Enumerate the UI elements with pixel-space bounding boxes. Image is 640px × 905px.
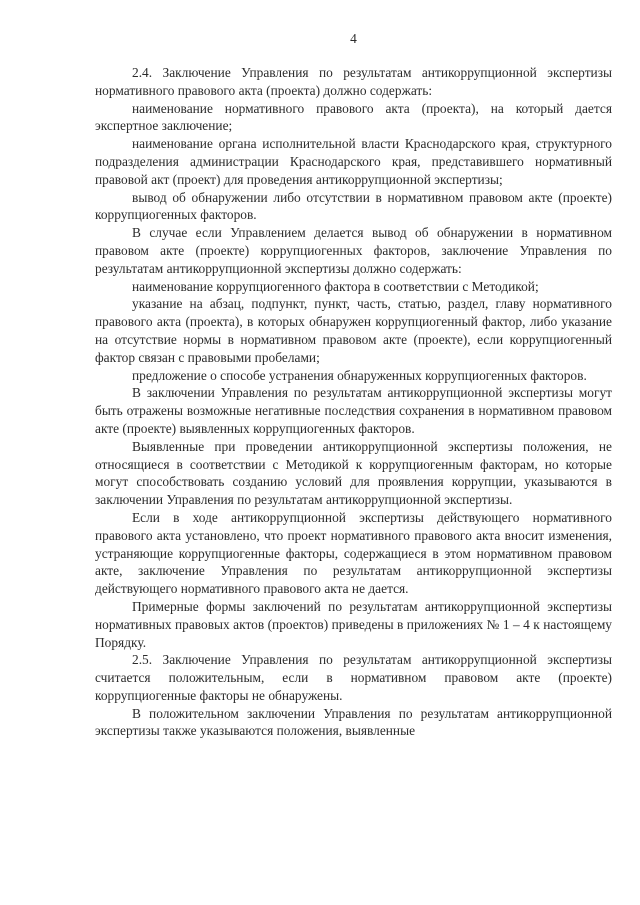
paragraph-act-name: наименование нормативного правового акта (проекта), на который дается экспертное заключение; <box>95 100 612 134</box>
paragraph-existing-act: Если в ходе антикоррупционной экспертизы действующего нормативного правового акта установлено, что проект нормативного правового акта вносит изменения, устраняющие коррупциогенные факторы, содержащиеся в этом нормативном правовом акте, заключение Управления по результатам антикоррупционной экспертизы действующего нормативного правового акта не дается. <box>95 509 612 597</box>
paragraph-2-5-heading: 2.5. Заключение Управления по результатам антикоррупционной экспертизы считается положительным, если в нормативном правовом акте (проекте) коррупциогенные факторы не обнаружены. <box>95 652 612 703</box>
page-number: 4 <box>350 31 357 46</box>
paragraph-2-4-heading: 2.4. Заключение Управления по результатам антикоррупционной экспертизы нормативного правового акта (проекта) должно содержать: <box>95 65 612 98</box>
paragraph-other-provisions: Выявленные при проведении антикоррупционной экспертизы положения, не относящиеся в соответствии с Методикой к коррупциогенным факторам, но которые могут способствовать созданию условий для проявления коррупции, указываются в заключении Управления по результатам антикоррупционной экспертизы. <box>95 438 612 508</box>
paragraph-if-found: В случае если Управлением делается вывод об обнаружении в нормативном правовом акте (проекте) коррупциогенных факторов, заключение Управления по результатам антикоррупционной экспертизы должно содержать: <box>95 225 612 276</box>
paragraph-authority-name: наименование органа исполнительной власти Краснодарского края, структурного подразделения администрации Краснодарского края, представившего нормативный правовой акт (проект) для проведения антикоррупционной экспертизы; <box>95 136 612 187</box>
paragraph-elimination-proposal: предложение о способе устранения обнаруженных коррупциогенных факторов. <box>132 367 587 383</box>
paragraph-factor-name: наименование коррупциогенного фактора в соответствии с Методикой; <box>132 278 539 294</box>
paragraph-conclusion-output: вывод об обнаружении либо отсутствии в нормативном правовом акте (проекте) коррупциогенных факторов. <box>95 189 612 223</box>
paragraph-location-reference: указание на абзац, подпункт, пункт, часть, статью, раздел, главу нормативного правового акта (проекта), в которых обнаружен коррупциогенный фактор, либо указание на отсутствие нормы в нормативном правовом акте (проекте), если коррупциогенный фактор связан с правовыми пробелами; <box>95 296 612 365</box>
paragraph-sample-forms: Примерные формы заключений по результатам антикоррупционной экспертизы нормативных правовых актов (проектов) приведены в приложениях № 1 – 4 к настоящему Порядку. <box>95 598 612 650</box>
paragraph-negative-consequences: В заключении Управления по результатам антикоррупционной экспертизы могут быть отражены возможные негативные последствия сохранения в нормативном правовом акте (проекте) выявленных коррупциогенных факторов. <box>95 385 612 436</box>
paragraph-positive-conclusion: В положительном заключении Управления по результатам антикоррупционной экспертизы также указываются положения, выявленные <box>95 705 612 739</box>
